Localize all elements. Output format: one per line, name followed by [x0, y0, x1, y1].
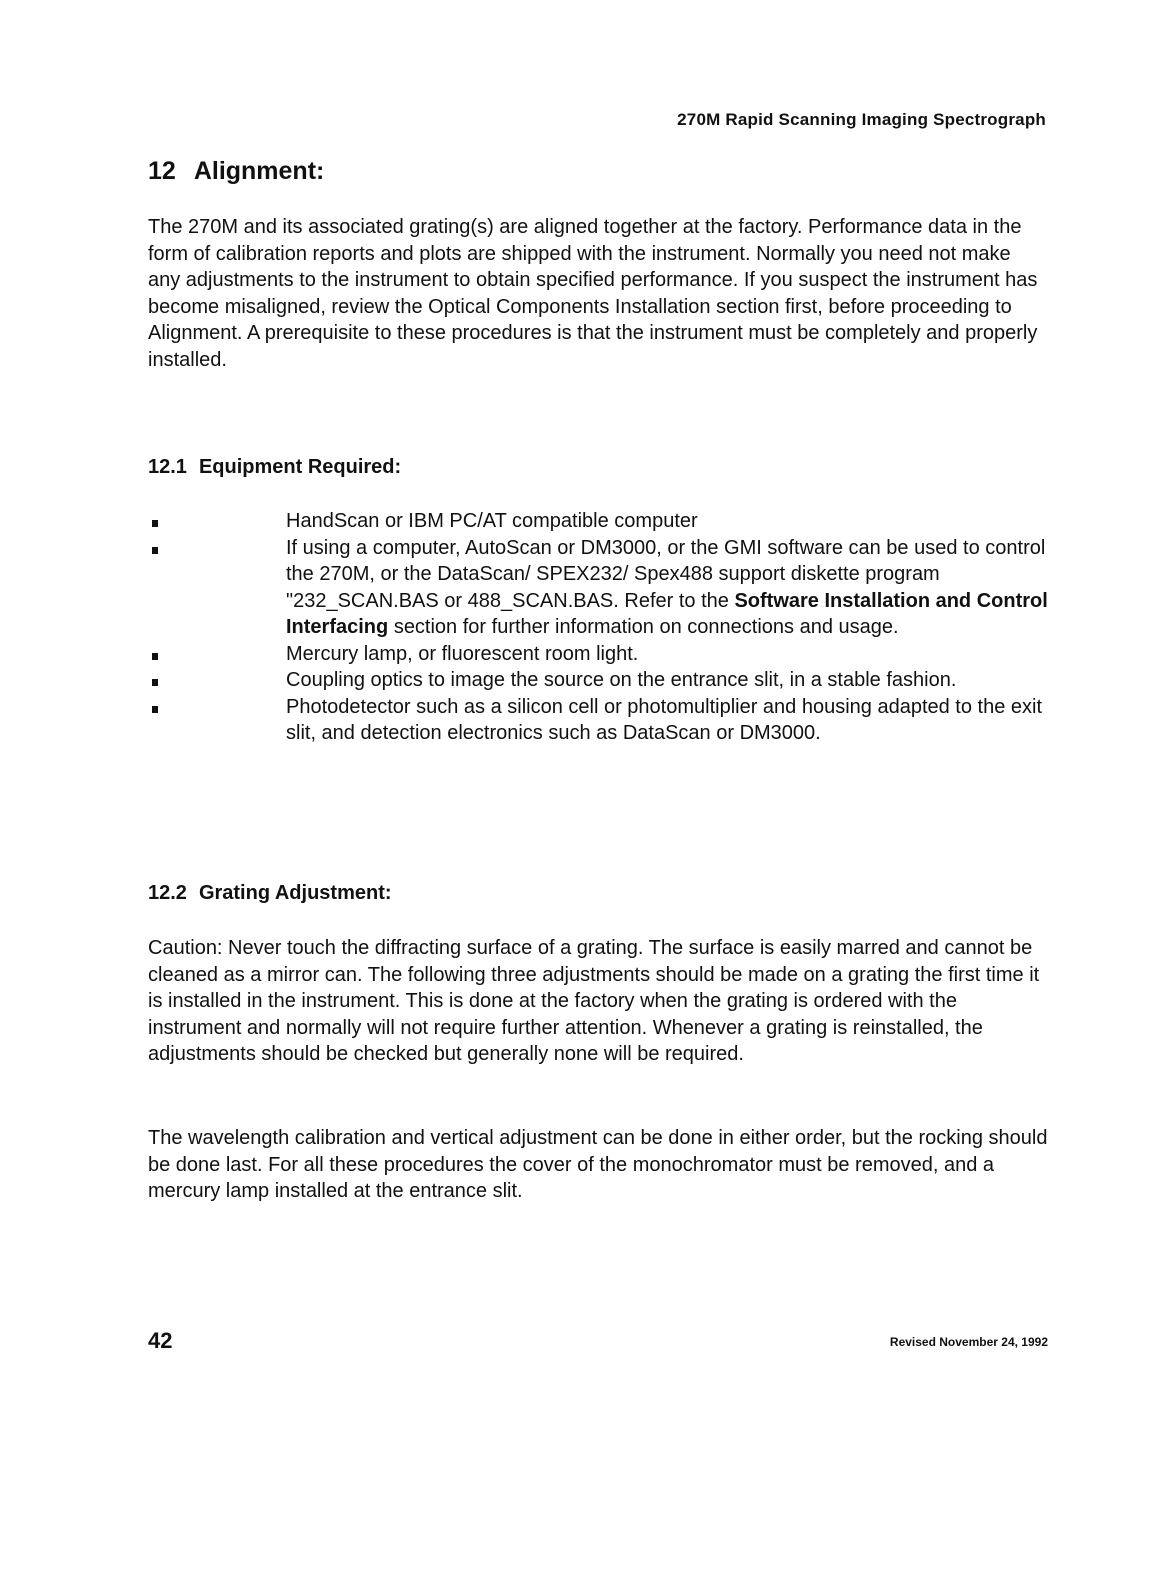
order-note-paragraph: The wavelength calibration and vertical adjustment can be done in either order, but the rocking should be done last. For all these procedures the cover of the monochromator must be removed, and a mercury lamp installed at the entrance slit.: [148, 1127, 1048, 1202]
caution-paragraph: Caution: Never touch the diffracting surface of a grating. The surface is easily marred and cannot be cleaned as a mirror can. The following three adjustments should be made on a grating the first time it is installed in the instrument. This is done at the factory when the grating is ordered with the instrument and normally will not require further attention. Whenever a grating is reinstalled, the adjustments should be checked but generally none will be required.: [148, 937, 1040, 1065]
equipment-number: 12.1: [148, 456, 187, 478]
grating-number: 12.2: [148, 882, 187, 904]
equipment-item: [148, 694, 1048, 747]
grating-title: Grating Adjustment:: [198, 882, 392, 904]
equipment-item: [148, 667, 1048, 694]
bullet-icon: [152, 653, 158, 660]
page-number: 42: [148, 1328, 173, 1353]
equipment-title: Equipment Required:: [198, 456, 402, 478]
equipment-item-text: Mercury lamp, or fluorescent room light.: [286, 642, 639, 665]
running-header: 270M Rapid Scanning Imaging Spectrograph: [677, 110, 1046, 129]
equipment-list: [148, 508, 1048, 747]
bullet-icon: [152, 520, 158, 527]
equipment-item-text: Coupling optics to image the source on the entrance slit, in a stable fashion.: [286, 669, 957, 691]
bullet-icon: [152, 706, 158, 713]
revision-date: Revised November 24, 1992: [889, 1335, 1048, 1349]
section-number: 12: [148, 157, 176, 185]
equipment-item: [148, 641, 1048, 668]
bullet-icon: [152, 679, 158, 686]
software-installation-reference: Software Installation and Control Interfacing: [286, 589, 1048, 638]
equipment-item-text: HandScan or IBM PC/AT compatible computer: [286, 510, 698, 532]
equipment-item-text: Photodetector such as a silicon cell or photomultiplier and housing adapted to the exit slit, and detection electronics such as DataScan or DM3000.: [286, 695, 1043, 744]
section-title-text: Alignment:: [193, 157, 325, 185]
equipment-item-text: section for further information on connections and usage.: [393, 616, 899, 638]
bullet-icon: [152, 547, 158, 554]
equipment-item: [148, 535, 1048, 641]
grating-heading: [148, 882, 392, 905]
equipment-heading: [148, 456, 401, 479]
equipment-item-text: If using a computer, AutoScan or DM3000, or the GMI software can be used to control the 270M, or the DataScan/ SPEX232/ Spex488 support diskette program "232_SCAN.BAS or 488_SCAN.BAS. Refer to the: [286, 536, 1046, 612]
section-title: [148, 157, 324, 186]
equipment-item: [148, 508, 1048, 535]
intro-paragraph: The 270M and its associated grating(s) are aligned together at the factory. Performance data in the form of calibration reports and plots are shipped with the instrument. Normally you need not make any adjustments to the instrument to obtain specified performance. If you suspect the instrument has become misaligned, review the Optical Components Installation section first, before proceeding to Alignment. A prerequisite to these procedures is that the instrument must be completely and properly installed.: [148, 216, 1038, 371]
